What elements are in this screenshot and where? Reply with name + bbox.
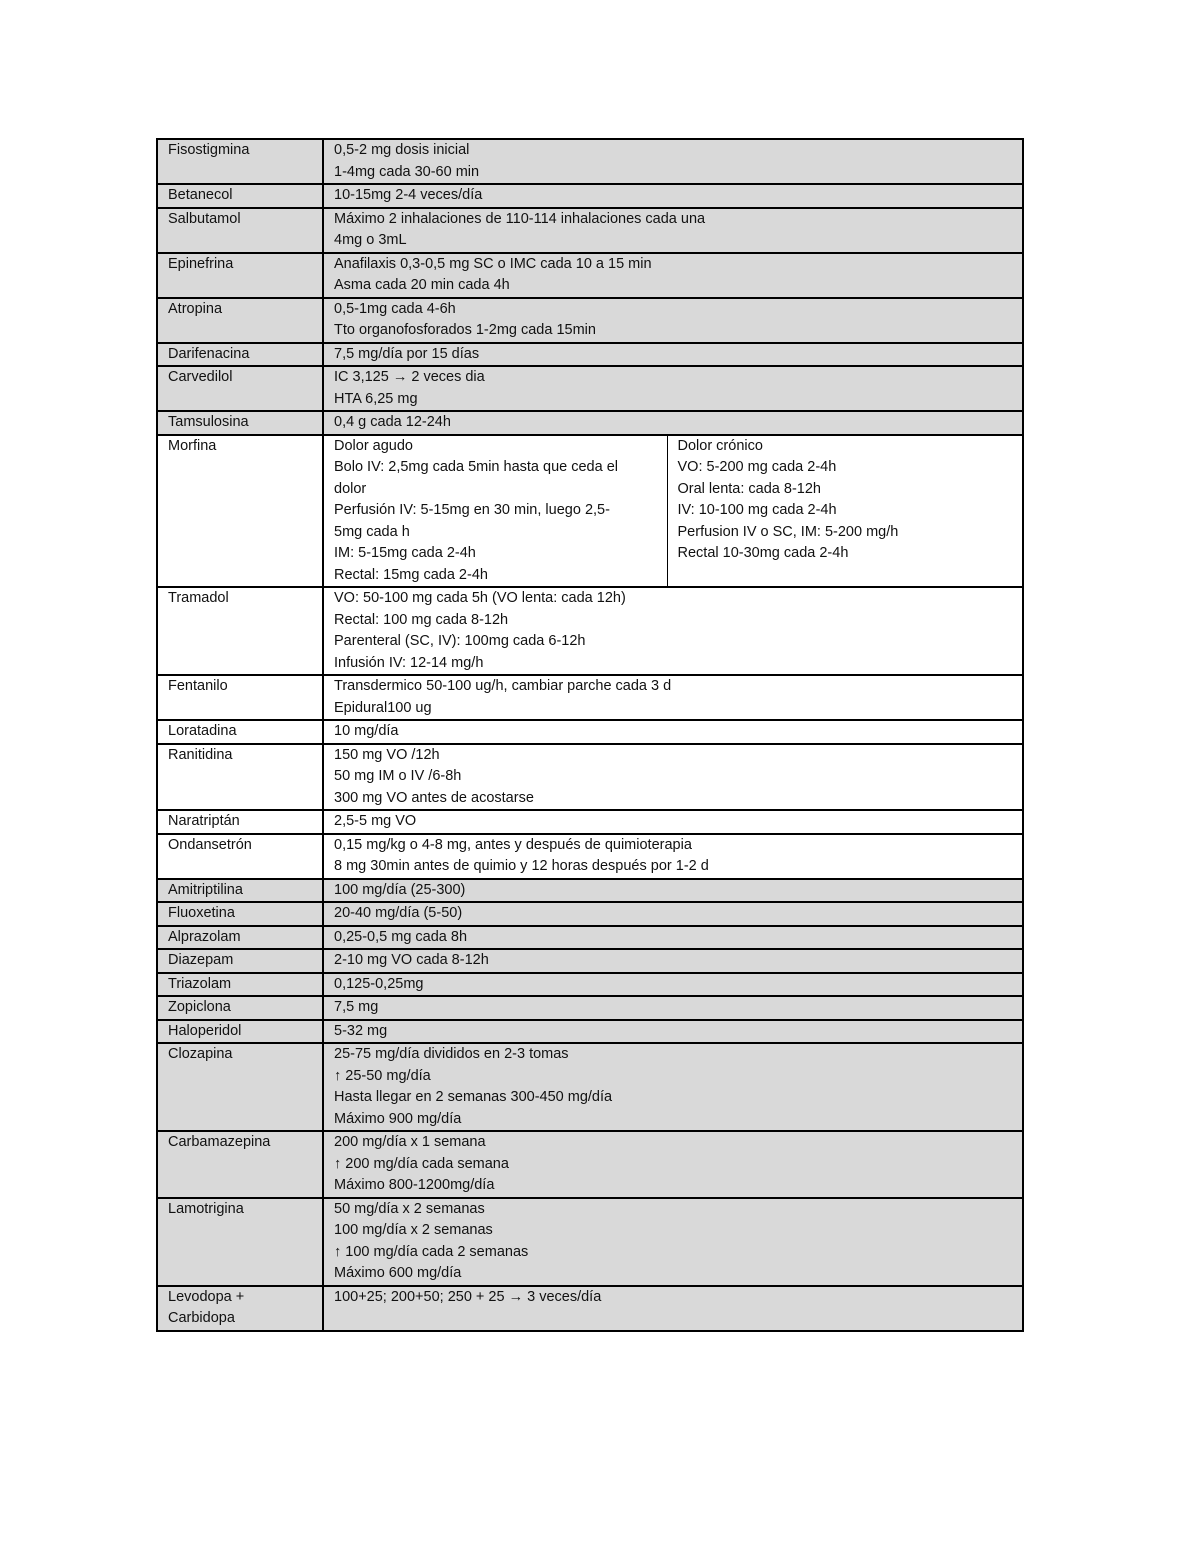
drug-name-cell [157, 343, 323, 367]
table-row [157, 996, 1023, 1020]
dose-cell-line: 100+25; 200+50; 250 + 25 → 3 veces/día [334, 1288, 602, 1305]
dose-cell-line: 20-40 mg/día (5-50) [334, 905, 463, 921]
drug-name-cell-line: Ondansetrón [168, 836, 252, 853]
dosage-table-body [157, 139, 1023, 1331]
dose-cell-line: Hasta llegar en 2 semanas 300-450 mg/día [334, 1089, 613, 1105]
drug-name-cell-line: Atropina [168, 300, 223, 317]
drug-name-cell [157, 253, 323, 298]
dose-cell-line: 200 mg/día x 1 semana [334, 1134, 486, 1150]
drug-name-cell [157, 902, 323, 926]
dose-cell [323, 720, 1023, 744]
table-row [157, 675, 1023, 720]
drug-name-cell-line: Darifenacina [168, 345, 250, 362]
dose-cell-line: 0,5-1mg cada 4-6h [334, 300, 456, 317]
drug-name-cell-line: Morfina [168, 437, 217, 454]
drug-name-cell-line: Epinefrina [168, 255, 234, 272]
dose-cell [323, 879, 1023, 903]
dose-cell [323, 1131, 1023, 1198]
table-row [157, 926, 1023, 950]
drug-name-cell [157, 1198, 323, 1286]
dose-cell [323, 744, 1023, 811]
drug-name-cell-line: Tramadol [168, 590, 229, 606]
dose-cell [323, 1286, 1023, 1331]
drug-name-cell-line: Fentanilo [168, 678, 228, 694]
table-row [157, 744, 1023, 811]
drug-name-cell [157, 184, 323, 208]
acute-dose-cell-line: dolor [334, 480, 367, 497]
dose-cell [323, 902, 1023, 926]
drug-name-cell [157, 139, 323, 184]
dose-cell-line: Máximo 800-1200mg/día [334, 1177, 495, 1193]
table-row [157, 366, 1023, 411]
table-row [157, 139, 1023, 184]
table-row [157, 1020, 1023, 1044]
dose-cell-line: 100 mg/día (25-300) [334, 881, 466, 898]
dose-cell [323, 184, 1023, 208]
dose-cell-line: Máximo 2 inhalaciones de 110-114 inhalaciones cada una [334, 210, 706, 227]
drug-name-cell-line: Salbutamol [168, 210, 241, 227]
drug-name-cell-line: Tamsulosina [168, 414, 249, 430]
drug-name-cell-line: Haloperidol [168, 1022, 242, 1039]
drug-name-cell-line: Carbidopa [168, 1310, 235, 1326]
table-row [157, 973, 1023, 997]
dose-cell-line: Rectal: 100 mg cada 8-12h [334, 611, 509, 628]
dose-cell [323, 366, 1023, 411]
drug-name-cell-line: Amitriptilina [168, 881, 243, 898]
drug-name-cell [157, 810, 323, 834]
acute-dose-cell-line: 5mg cada h [334, 523, 410, 540]
dose-cell [323, 587, 1023, 675]
dose-cell-line: 300 mg VO antes de acostarse [334, 789, 534, 806]
table-row [157, 1131, 1023, 1198]
dose-cell-line: 1-4mg cada 30-60 min [334, 163, 480, 180]
table-row [157, 949, 1023, 973]
drug-name-cell-line: Carbamazepina [168, 1134, 271, 1150]
acute-dose-cell-line: Rectal: 15mg cada 2-4h [334, 566, 488, 583]
drug-name-cell [157, 1286, 323, 1331]
drug-name-cell [157, 411, 323, 435]
drug-name-cell-line: Betanecol [168, 187, 233, 203]
dose-cell [323, 926, 1023, 950]
dose-cell-line: 4mg o 3mL [334, 232, 407, 248]
table-row [157, 1043, 1023, 1131]
drug-name-cell [157, 834, 323, 879]
drug-name-cell [157, 744, 323, 811]
dose-cell-line: Tto organofosforados 1-2mg cada 15min [334, 322, 596, 338]
dose-cell-line: 50 mg IM o IV /6-8h [334, 768, 462, 784]
drug-name-cell-line: Clozapina [168, 1046, 233, 1062]
drug-name-cell-line: Lamotrigina [168, 1200, 244, 1217]
acute-dose-cell-line: IM: 5-15mg cada 2-4h [334, 545, 476, 561]
dose-cell-line: Máximo 900 mg/día [334, 1110, 462, 1127]
dose-cell-line: 8 mg 30min antes de quimio y 12 horas después por 1-2 d [334, 858, 709, 874]
acute-dose-cell-line: Perfusión IV: 5-15mg en 30 min, luego 2,5- [334, 502, 610, 518]
drug-name-cell-line: Carvedilol [168, 369, 233, 385]
table-row [157, 343, 1023, 367]
dose-cell-line: Parenteral (SC, IV): 100mg cada 6-12h [334, 633, 586, 649]
dose-cell-line: 0,5-2 mg dosis inicial [334, 142, 470, 158]
acute-dose-cell-line: Dolor agudo [334, 437, 413, 454]
drug-name-cell [157, 926, 323, 950]
drug-name-cell [157, 973, 323, 997]
table-row [157, 902, 1023, 926]
drug-name-cell [157, 1020, 323, 1044]
dose-cell-line: 0,25-0,5 mg cada 8h [334, 928, 468, 945]
dose-cell [323, 996, 1023, 1020]
dose-cell [323, 298, 1023, 343]
drug-name-cell-line: Naratriptán [168, 813, 240, 829]
table-row [157, 298, 1023, 343]
dose-cell [323, 253, 1023, 298]
dose-cell-line: 0,4 g cada 12-24h [334, 414, 451, 430]
table-row [157, 1286, 1023, 1331]
table-row [157, 1198, 1023, 1286]
dose-cell [323, 675, 1023, 720]
drug-name-cell-line: Fisostigmina [168, 142, 250, 158]
drug-name-cell-line: Loratadina [168, 723, 237, 739]
acute-dose-cell-line: Bolo IV: 2,5mg cada 5min hasta que ceda el [334, 459, 619, 475]
dose-cell [323, 1020, 1023, 1044]
drug-name-cell-line: Levodopa + [168, 1288, 245, 1305]
dose-cell [323, 810, 1023, 834]
dose-cell-line: 50 mg/día x 2 semanas [334, 1200, 485, 1217]
chronic-dose-cell-line: Dolor crónico [677, 437, 763, 454]
drug-name-cell [157, 208, 323, 253]
table-row [157, 810, 1023, 834]
drug-name-cell [157, 1043, 323, 1131]
table-row [157, 208, 1023, 253]
drug-name-cell [157, 1131, 323, 1198]
table-row [157, 253, 1023, 298]
table-row [157, 435, 1023, 588]
drug-name-cell-line: Alprazolam [168, 928, 241, 945]
dose-cell-line: 2,5-5 mg VO [334, 813, 417, 829]
dose-cell-line: Anafilaxis 0,3-0,5 mg SC o IMC cada 10 a 15 min [334, 255, 652, 272]
drug-name-cell-line: Diazepam [168, 952, 234, 968]
dose-cell-line: 7,5 mg [334, 999, 379, 1015]
dose-cell [323, 139, 1023, 184]
dose-cell-line: IC 3,125 → 2 veces dia [334, 369, 485, 385]
dose-cell [323, 949, 1023, 973]
table-row [157, 587, 1023, 675]
dose-cell-line: 150 mg VO /12h [334, 746, 440, 763]
chronic-dose-cell-line: IV: 10-100 mg cada 2-4h [677, 502, 837, 518]
dose-cell [323, 343, 1023, 367]
dose-cell-line: ↑ 100 mg/día cada 2 semanas [334, 1243, 529, 1260]
table-row [157, 411, 1023, 435]
dose-cell-line: Transdermico 50-100 ug/h, cambiar parche cada 3 d [334, 678, 672, 694]
drug-name-cell [157, 366, 323, 411]
dose-cell-line: 0,125-0,25mg [334, 975, 424, 992]
chronic-dose-cell-line: Oral lenta: cada 8-12h [677, 480, 821, 497]
drug-name-cell [157, 720, 323, 744]
drug-name-cell [157, 435, 323, 588]
table-row [157, 879, 1023, 903]
chronic-dose-cell-line: VO: 5-200 mg cada 2-4h [677, 459, 837, 475]
dose-cell [323, 208, 1023, 253]
drug-name-cell-line: Triazolam [168, 975, 232, 992]
dose-cell-line: ↑ 25-50 mg/día [334, 1067, 431, 1084]
dose-cell-line: Máximo 600 mg/día [334, 1265, 462, 1281]
dose-cell [323, 973, 1023, 997]
dose-cell-line: 25-75 mg/día divididos en 2-3 tomas [334, 1046, 569, 1062]
dose-cell-line: 2-10 mg VO cada 8-12h [334, 952, 489, 968]
drug-name-cell [157, 587, 323, 675]
table-row [157, 834, 1023, 879]
dose-cell-line: VO: 50-100 mg cada 5h (VO lenta: cada 12h) [334, 590, 626, 606]
chronic-dose-cell-line: Perfusion IV o SC, IM: 5-200 mg/h [677, 523, 899, 540]
dose-cell [323, 1198, 1023, 1286]
dose-cell [323, 411, 1023, 435]
drug-name-cell [157, 996, 323, 1020]
drug-name-cell-line: Zopiclona [168, 999, 231, 1015]
dose-cell [323, 1043, 1023, 1131]
dose-cell-line: 0,15 mg/kg o 4-8 mg, antes y después de quimioterapia [334, 836, 692, 853]
table-row [157, 720, 1023, 744]
dose-cell-line: Infusión IV: 12-14 mg/h [334, 654, 484, 671]
dose-cell [323, 834, 1023, 879]
dose-cell-line: ↑ 200 mg/día cada semana [334, 1155, 509, 1172]
dose-cell-line: 10 mg/día [334, 723, 399, 739]
chronic-dose-cell [667, 435, 1023, 588]
dose-cell-line: 7,5 mg/día por 15 días [334, 345, 480, 362]
drug-name-cell [157, 879, 323, 903]
dose-cell-line: 100 mg/día x 2 semanas [334, 1222, 493, 1238]
dose-cell-line: Asma cada 20 min cada 4h [334, 277, 510, 293]
drug-name-cell-line: Fluoxetina [168, 905, 235, 921]
dose-cell-line: 5-32 mg [334, 1022, 388, 1039]
drug-name-cell [157, 675, 323, 720]
dose-cell-line: 10-15mg 2-4 veces/día [334, 187, 483, 203]
dose-cell-line: Epidural100 ug [334, 699, 432, 716]
acute-dose-cell [323, 435, 667, 588]
drug-name-cell [157, 949, 323, 973]
chronic-dose-cell-line: Rectal 10-30mg cada 2-4h [677, 545, 849, 561]
drug-name-cell-line: Ranitidina [168, 746, 233, 763]
drug-name-cell [157, 298, 323, 343]
dose-cell-line: HTA 6,25 mg [334, 390, 418, 407]
dosage-table [156, 138, 1024, 1332]
table-row [157, 184, 1023, 208]
